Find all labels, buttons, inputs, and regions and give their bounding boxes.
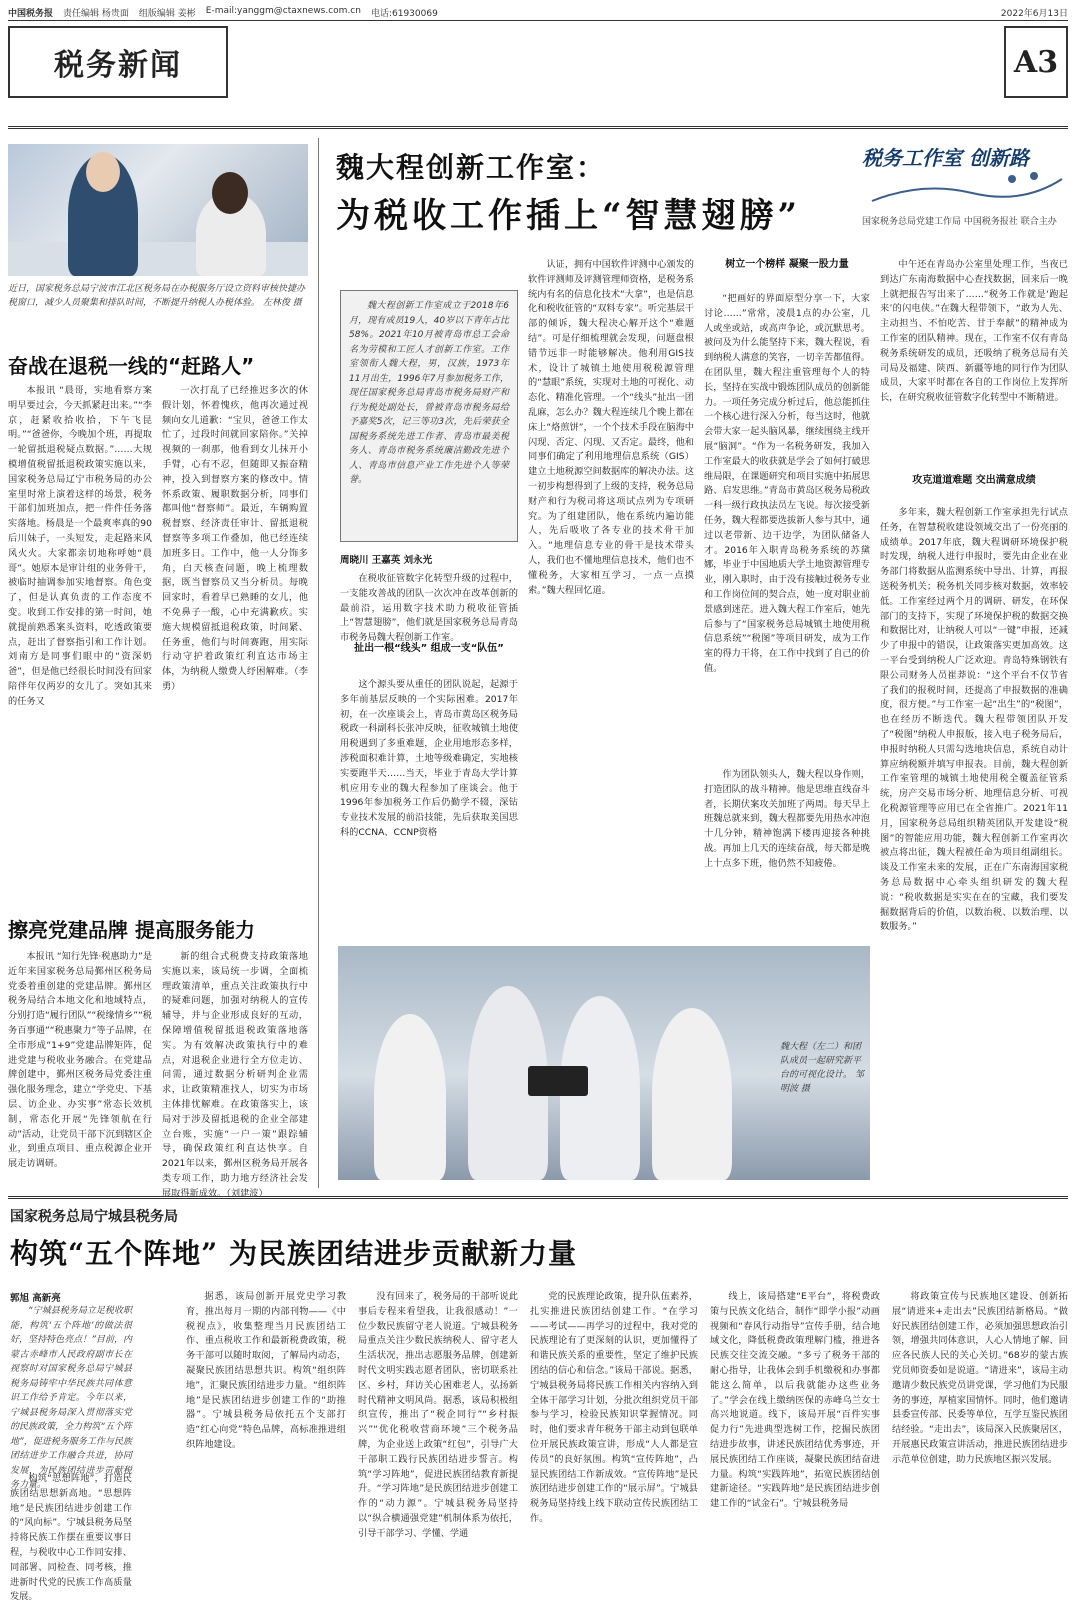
story1-title: 奋战在退税一线的“赶路人” — [8, 354, 255, 378]
issue-date: 2022年6月13日 — [1000, 9, 1068, 19]
feature-col-a1: 在税收征管数字化转型升级的过程中，一支能攻善战的团队一次次冲在改革创新的最前沿，运用数字技术助力税收征管插上“智慧翅膀”，他们就是国家税务总局青岛市税务局魏大程创新工作室。 — [340, 573, 518, 644]
bottom-col-2: 据悉，该局创新开展党史学习教育，推出每月一期的内部刊物——《中税视点》，收集整理当月民族团结工作、重点税收工作和最新税费政策，税务干部可以随时取阅，了解局内动态，凝聚民族团结思想共识。构筑“组织阵地”，汇聚民族团结进步力量。“组织阵地”是民族团结进步创建工作的“助推器”。宁城县税务局依托五个支部打造“红心向党”特色品牌，高标准推进组织阵地建设。 — [186, 1291, 346, 1450]
editor-credit: 责任编辑 杨贵面 — [63, 9, 129, 19]
bottom-col-1: 构筑“思想阵地”，打造民族团结思想新高地。“思想阵地”是民族团结进步创建工作的“风向标”。宁城县税务局坚持将民族工作摆在重要议事日程，与税收中心工作同安排、同部署、同检查、同考核，推进新时代党的民族工作高质量发展。 — [10, 1473, 132, 1603]
column-logo-text: 税务工作室 创新路 — [862, 146, 1029, 170]
feature-col-d2: 多年来，魏大程创新工作室承担先行试点任务，在智慧税收建设领域交出了一份亮丽的成绩单。2017年底，魏大程调研环境保护税时发现，纳税人进行申报时，要先由企业在业务部门将数据从监测系统中导出、计算，再报送税务机关；税务机关同步核对数据，效率较低。工作室经过两个月的调研、研发，在环保部门的支持下，实现了环境保护税的数据交换和数据比对，让纳税人可以“一键”申报，还减少了申报中的错误，让政策落实更加高效。这一平台受到纳税人广泛欢迎。青岛特殊钢铁有限公司财务人员崔莽说：“这个平台不仅节省了我们的报税时间，还提高了申报数据的准确度，很方便。”与工作室一起“出生”的“税图”，也在经历不断迭代。魏大程带领团队开发了“税图”纳税人申报版，接入电子税务局后，申报时纳税人只需勾选地块信息，系统自动计算应纳税额并填写申报表。目前，魏大程创新工作室管理的城镇土地使用税全覆盖征管系统，房产交易市场分析、地理信息分析、可视化税源管理等应用已在全省推广。2021年11月，国家税务总局组织精英团队开发建设“税图”的智能应用功能，魏大程创新工作室再次被点将出征，魏大程被任命为项目组副组长。谈及工作室未来的发展，正在广东南海国家税务总局数据中心牵头组织研发的魏大程说：“税收数据是实实在在的宝藏，我们要发掘数据背后的价值，以数治税、以数治理、以数服务。” — [880, 507, 1068, 933]
photo-officer-head — [86, 152, 120, 192]
photo-tablet — [528, 1066, 588, 1096]
bottom-rule — [8, 1196, 1068, 1199]
story1-col2: 一次打乱了已经推迟多次的休假计划，怀着愧疚，他再次通过视频向女儿道歉：“宝贝，爸爸工作太忙了，过段时间就回家陪你。”关掉视频的一刹那，他看到女儿抹开小手臂，心有不忍，但随即又振奋精神，投入到督察方案的修改中。情怀系政策、履职数据分析，同事们都叫他“督察师”。最近，车辆购置税督察、经济责任审计、留抵退税督察等多项工作叠加，他已经连续加班多日。工作中，他一人分饰多角，白天核查问题，晚上梳理数据，既当督察员又当分析员。每晚回家时，看着早已熟睡的女儿，他不免鼻子一酸，心中充满歉疚。实施大规模留抵退税政策，时间紧、任务重，他们与时间赛跑，用实际行动守护着政策红利直达市场主体，为纳税人缴费人纾困解难。（李勇） — [162, 385, 308, 692]
photo-caption-team: 魏大程（左二）和团队成员一起研究新平台的可视化设计。 邹明波 摄 — [780, 1042, 864, 1094]
section-header — [8, 26, 1068, 106]
column-sponsors: 国家税务总局党建工作局 中国税务报社 联合主办 — [862, 217, 1057, 227]
email-text: E-mail:yanggm@ctaxnews.com.cn — [205, 6, 361, 16]
studio-intro-box: 魏大程创新工作室成立于2018年6月，现有成员19人，40岁以下青年占比58%。2021年10月被青岛市总工会命名为劳模和工匠人才创新工作室。工作室领衔人魏大程，男，汉族，1973年11月出生，1996年7月参加税务工作，现任国家税务总局青岛市税务局财产和行为税处副处长，曾被青岛市税务局给予嘉奖5次，记三等功3次，先后荣获全国税务系统先进工作者、青岛市最美税务人、青岛市税务系统廉洁勤政先进个人、青岛市信息产业工作先进个人等荣誉。 — [340, 290, 518, 542]
paper-name: 中国税务报 — [8, 9, 54, 19]
bottom-col-3: 没有回来了，税务局的干部听说此事后专程来看望我，让我很感动！”一位少数民族留守老人说道。宁城县税务局重点关注少数民族纳税人、留守老人生活状况，推出志愿服务品牌，创建新时代文明实践志愿者团队，密切联系社区、乡村，拜访关心困难老人，弘扬新时代精神文明风尚。据悉，该局积极组织宣传，推出了“税企同行”“乡村振兴”“优化税收营商环境”三个税务品牌，为企业送上政策“红包”，引导广大干部职工践行民族团结进步誓言。构筑“学习阵地”，促进民族团结教育新提升。“学习阵地”是民族团结进步创建工作的“动力源”。宁城县税务局坚持以“纵合横通强党建”机制体系为依托，引导干部学习、学懂、学通 — [358, 1291, 518, 1539]
photo-person-4 — [652, 1008, 732, 1180]
feature-subhead-3: 攻克道道难题 交出满意成绩 — [912, 475, 1036, 486]
top-divider — [8, 20, 1068, 21]
phone-text: 电话:61930069 — [370, 9, 438, 19]
column-logo — [862, 142, 1068, 227]
photo-taxpayer-head — [212, 172, 248, 214]
photo-caption-left: 近日，国家税务总局宁波市江北区税务局在办税服务厅设立资料审核快捷办税窗口，减少人员聚集和排队时间，不断提升纳税人办税体验。 左林俊 摄 — [8, 284, 306, 308]
feature-col-d1: 中午还在青岛办公室里处理工作，当夜已到达广东南海数据中心查找数据，回来后一晚上就把报告写出来了……“税务工作就是‘跑起来’的闪电侠。”在魏大程带领下，“敢为人先、主动担当、不怕吃苦、甘于奉献”的精神成为工作室的团队精神。现在，工作室不仅有青岛税务系统研发的成员，还吸纳了税务总局有关司局及福建、陕西、新疆等地的同行作为团队成员，大家平时都在各自的工作岗位上发挥所长，在研究税收征管数字化转型中不断精进。 — [880, 259, 1068, 404]
masthead-bar — [8, 6, 1068, 20]
feature-subhead-2: 树立一个榜样 凝聚一股力量 — [725, 259, 849, 270]
page-number: A3 — [1004, 26, 1068, 98]
designer-credit: 组版编辑 姜彬 — [138, 9, 196, 19]
feature-col-c2: 作为团队领头人，魏大程以身作则，打造团队的战斗精神。他是思维直线奋斗者，长期伏案攻关加班了两周。每天早上班魏总就来到，魏大程都要先用热水冲泡十几分钟，精神饱满下楼再迎接各种挑战。再加上几天的连续奋战，每天都是晚上十点多下班，他仍然不知疲倦。 — [704, 769, 870, 869]
feature-byline: 周晓川 王嘉英 刘永光 — [340, 555, 433, 566]
bottom-col-4: 党的民族理论政策，提升队伍素养，扎实推进民族团结创建工作。“在学习——考试——再学习的过程中，我对党的民族理论有了更深刻的认识，更加懂得了和谐民族关系的重要性，坚定了维护民族团结的信心和信念。”该局干部说。据悉，宁城县税务局将民族工作相关内容纳入到全体干部学习计划，分批次组织党员干部参与学习，检验民族知识掌握情况。同时，他们要求青年税务干部主动到包联单位开展民族政策宣讲，形成“人人都是宣传员”的良好氛围。构筑“宣传阵地”，凸显民族团结工作新成效。“宣传阵地”是民族团结进步创建工作的“展示屏”。宁城县税务局坚持线上线下联动宣传民族团结工作。 — [530, 1291, 698, 1524]
feature-col-c1: “把画好的界面原型分享一下，大家讨论……”常常，凌晨1点的办公室，几人或坐或站，或高声争论，或沉默思考。被问及为什么能坚持下来，魏大程说，看到纳税人满意的笑容，一切辛苦都值得。在团队里，魏大程注重管理每个人的特长，坚持在实战中锻炼团队成员的创新能力。一项任务完成分析过后，他总能抓住一个核心进行深入分析，每当这时，他就会带大家一起头脑风暴，继续围绕主线开展“脑洞”。“作为一名税务研发，我加入工作室最大的收获就是学会了如何打破思维局限，在课题研究和项目实施中拓展思路、启发思维。”青岛市黄岛区税务局税政一科一级行政执法员左飞说。每次接受新任务，魏大程都要选拔新人参与其中，通过以老带新、边干边学，为团队储备人才。2016年入职青岛税务系统的苏黛娜，毕业于中国地质大学土地资源管理专业，刚入职时，由于没有接触过税务专业和工作岗位间的契合点，她一度对职业前景感到迷茫。进入魏大程工作室后，她先后参与了“国家税务总局城镇土地使用税信息系统”“税图”等项目研发，成为工作室的得力干将，在工作中找到了自己的价值。 — [704, 293, 870, 674]
bottom-kicker: 国家税务总局宁城县税务局 — [10, 1209, 178, 1225]
bottom-byline: 郭旭 高新亮 — [10, 1293, 61, 1304]
bottom-intro: “宁城县税务局立足税收职能，构筑‘五个阵地’的做法很好，坚持特色亮点！”目前，内蒙古赤峰市人民政府副市长在视察时对国家税务总局宁城县税务局铸牢中华民族共同体意识工作给予肯定。今年以来，宁城县税务局深入贯彻落实党的民族政策，全力构筑“五个阵地”，促进税务服务工作与民族团结进步工作融合共进，协同发展，为民族团结进步贡献税务力量。 — [10, 1306, 132, 1490]
story1-col1: 本报讯 “晨哥，实地看察方案明早要过会，今天抓紧赶出来。”“李京，赶紧收拾收拾，下午飞昆明。”“爸爸你，今晚加个班，再提取一轮留抵退税疑点数据。”……大规模增值税留抵退税政策实施以来，国家税务总局辽宁市税务局的办公室里时常上演着这样的场景，税务干部们加班加点，把一件件任务落实落地。杨晨是一个最爽率真的90后川妹子，一头短发，走起路来风风火火。大家都亲切地称呼她“晨哥”。她原本是审计组的业务骨干，被临时抽调参加实地督察。角色变了，但是认真负责的工作态度不变。收到工作安排的第一时间，她就提前熟悉案头资料，吃透政策要点，赶出了督察指引和工作计划。刘南方是同事们眼中的“资深奶爸”，但是他已经很长时间没有回家陪伴年仅两岁的女儿了。突如其来的任务又 — [8, 385, 152, 707]
bottom-col-5: 线上，该局搭建“E平台”，将税费政策与民族文化结合，制作“即学小报”动画视频和“春风行动指导”宣传手册，结合地域文化，降低税费政策理解门槛，推进各民族交往交流交融。“多亏了税务干部的耐心指导，让我体会到手机缴税和办事都能这么简单，以后我就能办这些业务了。”学会在线上缴纳医保的赤峰乌兰女士高兴地说道。线下，该局开展“百件实事促力行”先进典型选树工作，挖掘民族团结进步故事，讲述民族团结优秀事迹，开展民族团结工作座谈，凝聚民族团结奋进力量。构筑“实践阵地”，拓宽民族团结创建新途径。“实践阵地”是民族团结进步创建工作的“试金石”。宁城县税务局 — [710, 1291, 880, 1510]
feature-kicker: 魏大程创新工作室： — [336, 151, 607, 184]
bottom-title: 构筑“五个阵地” 为民族团结进步贡献新力量 — [10, 1237, 577, 1270]
feature-col-b1: 认证，拥有中国软件评测中心颁发的软件评测师及评测管理师资格，是税务系统内有名的信息化技术“大拿”，也是信息化和税收征管的“双料专家”。听完基层干部的倾诉，魏大程决心解开这个“难题结”。可是仔细梳理就会发现，问题盘根错节远非一时能够解决。他利用GIS技术，设计了城镇土地使用税税源管理的“慧眼”系统，实现对土地的可视化、动态化、精准化管理。一个“线头”扯出一团乱麻，怎么办？魏大程连续几个晚上都在床上“烙煎饼”，一个个技术手段在脑海中闪现、否定、闪现、又否定。最终，他和同事们确定了利用地理信息系统（GIS）建立土地税源空间数据库的解决办法。这一初步构想得到了上级的支持，税务总局财产和行为税司将这项试点列为专项研究。为了组建团队，他在系统内遍访能人，先后吸收了各专业的技术骨干加入。“地理信息专业的骨干是技术带头人，我们也不懂地理信息技术，他们也不懂税务，大家相互学习，一点一点摸索。”魏大程回忆道。 — [528, 259, 694, 596]
story2-col2: 新的组合式税费支持政策落地实施以来，该局统一步调，全面梳理政策清单，重点关注政策执行中的疑难问题，加强对纳税人的宣传辅导，并与企业形成良好的互动，保障增值税留抵退税政策落地落实。为有效解决政策执行中的难点，对退税企业进行全方位走访、问需，通过数据分析研判企业需求，让政策精准找人，切实为市场主体排忧解难。在政策落实上，该局对于涉及留抵退税的企业全部建立台账，实施“一户一策”跟踪辅导，确保政策红利直达快享。自2021年以来，鄞州区税务局开展各类专项工作，助力地方经济社会发展取得新成效。（刘建波） — [162, 951, 308, 1199]
header-rule — [8, 126, 1068, 129]
service-hall-photo — [8, 144, 308, 276]
story2-title: 擦亮党建品牌 提高服务能力 — [8, 918, 255, 942]
left-column-rule — [318, 138, 319, 1188]
feature-title: 为税收工作插上“智慧翅膀” — [336, 196, 802, 236]
photo-person-1 — [374, 1014, 446, 1180]
section-title: 税务新闻 — [8, 26, 228, 98]
feature-col-a2: 这个源头要从重任的团队说起，起源于多年前基层反映的一个实际困难。2017年初，在一次座谈会上，青岛市黄岛区税务局税政一科副科长张冲反映，征收城镇土地使用税遇到了多重难题，企业用地形态多样，涉税面积难计算，土地等级难确定，实地核实要跑半天……当天，毕业于青岛大学计算机应用专业的魏大程参加了座谈会。他于1996年参加税务工作后仍勤学不辍，深钻专业技术发展的前沿技能，先后获取美国思科的CCNA、CCNP资格 — [340, 679, 518, 838]
story2-col1: 本报讯 “知行先锋·税惠助力”是近年来国家税务总局鄞州区税务局党委着重创建的党建品牌。鄞州区税务局结合本地文化和地域特点，分别打造“履行团队”“税缘情乡”“税务百事通”“税惠聚力”等子品牌，在全市形成“1+9”党建品牌矩阵，促进党建与税收业务融合。在党建品牌创建中，鄞州区税务局党委注重强化服务理念，建立“学党史、下基层、访企业、办实事”常态长效机制，常态化开展“先锋领航在行动”活动，让党员干部下沉到辖区企业，到重点项目、重点税源企业开展走访调研。 — [8, 951, 153, 1170]
runner-logo-icon — [862, 171, 1068, 207]
bottom-col-6: 将政策宣传与民族地区建设、创新拓展“请进来+走出去”民族团结新格局。“做好民族团结创建工作，必须加强思想政治引领，增强共同体意识，人心人情地了解、回应各民族人民的关心关切。”68岁的蒙古族党员师资委如是说道。“请进来”，该局主动邀请少数民族党员讲党课，学习他们为民服务的事迹，厚植家国情怀。同时，他们邀请县委宣传部、民委等单位，互学互鉴民族团结经验。“走出去”，该局深入民族聚居区，开展惠民政策宣讲活动，推进民族团结进步示范单位创建，助力民族地区振兴发展。 — [892, 1291, 1068, 1465]
feature-subhead-1: 扯出一根“线头” 组成一支“队伍” — [354, 643, 504, 654]
